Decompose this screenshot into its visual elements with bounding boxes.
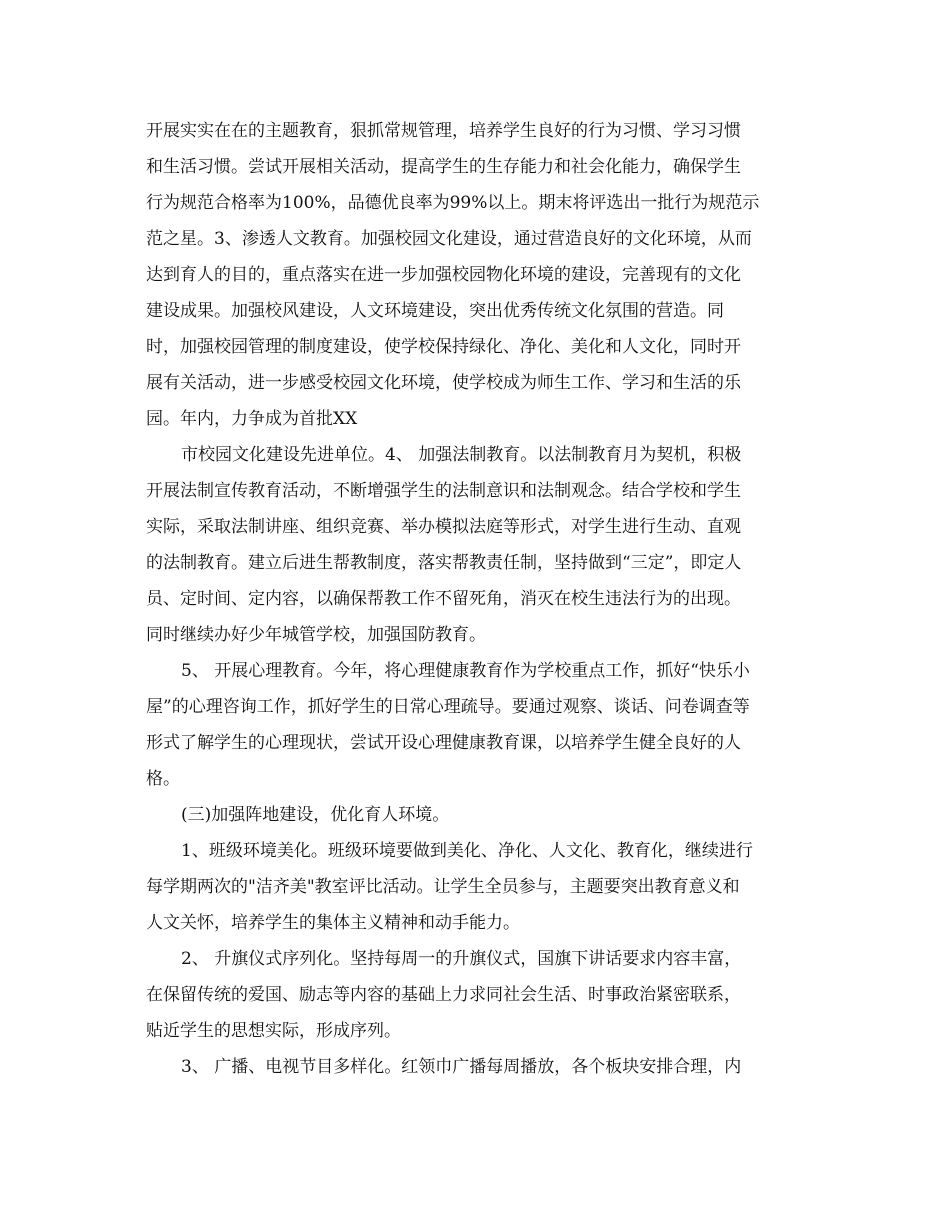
text-line: 和生活习惯。尝试开展相关活动，提高学生的生存能力和社会化能力，确保学生 [146,157,741,177]
text-line: 3、 广播、电视节目多样化。红领巾广播每周播放，各个板块安排合理，内 [181,1057,742,1077]
text-line: 屋”的心理咨询工作，抓好学生的日常心理疏导。要通过观察、谈话、问卷调查等 [146,697,750,717]
text-line: 同时继续办好少年城管学校，加强国防教育。 [146,625,486,645]
document-body [146,113,806,1085]
text-line: 开展实实在在的主题教育，狠抓常规管理，培养学生良好的行为习惯、学习习惯 [146,121,741,141]
text-line: 贴近学生的思想实际，形成序列。 [146,1021,401,1041]
text-line: 5、 开展心理教育。今年，将心理健康教育作为学校重点工作，抓好“快乐小 [181,661,750,681]
text-line: 开展法制宣传教育活动，不断增强学生的法制意识和法制观念。结合学校和学生 [146,481,741,501]
text-line: 园。年内，力争成为首批XX [146,409,358,429]
text-line: 实际，采取法制讲座、组织竞赛、举办模拟法庭等形式，对学生进行生动、直观 [146,517,741,537]
text-line: 1、班级环境美化。班级环境要做到美化、净化、人文化、教育化，继续进行 [181,841,753,861]
text-line: 格。 [146,769,180,789]
text-line: 每学期两次的"洁齐美"教室评比活动。让学生全员参与，主题要突出教育意义和 [146,877,740,897]
paragraph-5 [146,833,806,941]
paragraph-2 [146,437,806,653]
text-line: 员、定时间、定内容，以确保帮教工作不留死角，消灭在校生违法行为的出现。 [146,589,741,609]
text-line: 展有关活动，进一步感受校园文化环境，使学校成为师生工作、学习和生活的乐 [146,373,741,393]
text-line: 在保留传统的爱国、励志等内容的基础上力求同社会生活、时事政治紧密联系， [146,985,741,1005]
text-line: 达到育人的目的，重点落实在进一步加强校园物化环境的建设，完善现有的文化 [146,265,741,285]
text-line: 人文关怀，培养学生的集体主义精神和动手能力。 [146,913,520,933]
paragraph-6 [146,941,806,1049]
text-line: 的法制教育。建立后进生帮教制度，落实帮教责任制，坚持做到“三定”，即定人 [146,553,742,573]
text-line: 建设成果。加强校风建设，人文环境建设，突出优秀传统文化氛围的营造。同 [146,301,724,321]
text-line: 行为规范合格率为100%，品德优良率为99%以上。期末将评选出一批行为规范示 [146,193,760,213]
text-line: 市校园文化建设先进单位。4、 加强法制教育。以法制教育月为契机，积极 [181,445,742,465]
text-line: 范之星。3、渗透人文教育。加强校园文化建设，通过营造良好的文化环境，从而 [146,229,752,249]
paragraph-1 [146,113,806,437]
text-line: 时，加强校园管理的制度建设，使学校保持绿化、净化、美化和人文化，同时开 [146,337,741,357]
paragraph-3 [146,653,806,797]
paragraph-7 [146,1049,806,1085]
section-heading [146,797,806,833]
text-line: 形式了解学生的心理现状，尝试开设心理健康教育课，以培养学生健全良好的人 [146,733,741,753]
text-line: 2、 升旗仪式序列化。坚持每周一的升旗仪式，国旗下讲话要求内容丰富， [181,949,742,969]
heading-line: (三)加强阵地建设，优化育人环境。 [181,805,450,825]
